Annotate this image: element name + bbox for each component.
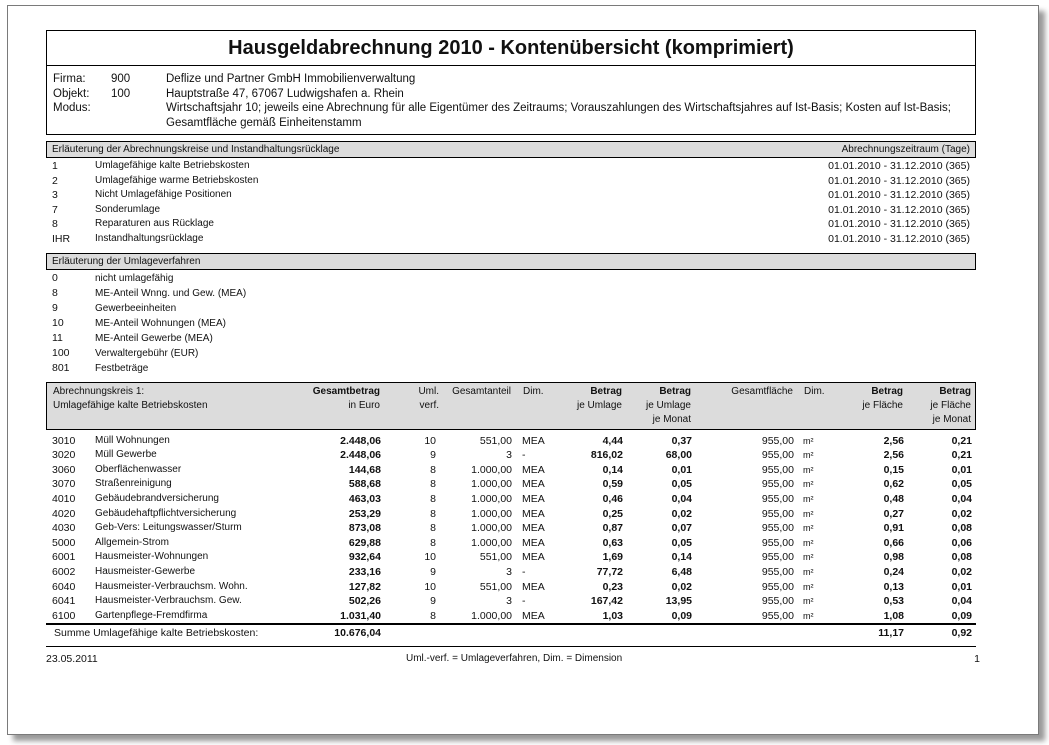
betrag-je-flaeche-cell: 1,08 [883,609,904,622]
name-cell: Hausmeister-Verbrauchsm. Gew. [95,595,242,607]
gesamt-cell: 253,29 [348,507,381,520]
konto-cell: 4010 [52,492,76,505]
kreis-period: 01.01.2010 - 31.12.2010 (365) [828,160,970,172]
anteil-cell: 1.000,00 [471,522,512,535]
betrag-je-umlage-cell: 0,59 [602,478,623,491]
umlage-section-header [46,253,976,270]
uml-cell: 8 [430,536,436,549]
anteil-cell: 551,00 [479,551,512,564]
konto-cell: 6002 [52,565,76,578]
uml-cell: 10 [424,434,436,447]
umlage-row [52,346,970,361]
betrag-je-flaeche-monat-cell: 0,04 [951,492,972,505]
konto-cell: 4030 [52,522,76,535]
umlage-code: 8 [52,286,58,299]
table-row [46,594,976,609]
betrag-je-monat-cell: 0,02 [671,580,692,593]
kreis-period: 01.01.2010 - 31.12.2010 (365) [828,232,970,245]
kreis-label: Reparaturen aus Rücklage [95,218,214,230]
dim-cell: MEA [522,478,545,491]
flaeche-cell: 955,00 [761,609,794,622]
kreis-code: IHR [52,232,71,245]
umlage-label: Gewerbeeinheiten [95,302,177,314]
betrag-je-flaeche-monat-cell: 0,21 [951,434,972,447]
name-cell: Straßenreinigung [95,478,172,490]
betrag-je-flaeche-monat-cell: 0,01 [951,580,972,593]
betrag-je-umlage-cell: 0,63 [602,536,623,549]
umlage-row [52,316,970,331]
name-cell: Allgemein-Strom [95,536,169,548]
flaeche-cell: 955,00 [761,507,794,520]
info-num [111,101,166,130]
betrag-je-flaeche-cell: 0,91 [883,522,904,535]
konto-cell: 3060 [52,463,76,476]
umlage-code: 0 [52,271,58,284]
konto-cell: 4020 [52,507,76,520]
kreis-label: Sonderumlage [95,203,161,215]
umlage-code: 801 [52,361,70,374]
betrag-je-monat-cell: 0,07 [671,522,692,535]
th-uml-verf: verf. [419,399,439,411]
betrag-je-flaeche-cell: 0,15 [883,463,904,476]
dim2-cell: m² [803,581,814,592]
kreis-label: Umlagefähige kalte Betriebskosten [95,160,250,171]
gesamt-cell: 873,08 [348,522,381,535]
dim2-cell: m² [803,464,814,475]
konto-cell: 3020 [52,449,76,462]
betrag-je-flaeche-monat-cell: 0,04 [951,595,972,608]
report-page [46,30,976,641]
th-betrag2-sub: je Umlage [645,399,691,411]
info-firma [53,72,969,87]
betrag-je-flaeche-cell: 0,48 [883,492,904,505]
uml-cell: 8 [430,463,436,476]
dim-cell: MEA [522,580,545,593]
uml-cell: 8 [430,609,436,622]
uml-cell: 8 [430,507,436,520]
umlage-row [52,301,970,316]
th-kreis-line1: Abrechnungskreis 1: [53,385,145,397]
kreis-period: 01.01.2010 - 31.12.2010 (365) [828,203,970,216]
betrag-je-monat-cell: 0,05 [671,478,692,491]
flaeche-cell: 955,00 [761,434,794,447]
flaeche-cell: 955,00 [761,463,794,476]
betrag-je-monat-cell: 0,02 [671,507,692,520]
betrag-je-umlage-cell: 0,25 [602,507,623,520]
betrag-je-umlage-cell: 0,14 [602,463,623,476]
uml-cell: 9 [430,595,436,608]
betrag-je-monat-cell: 6,48 [671,565,692,578]
umlage-list [46,270,976,376]
gesamt-cell: 233,16 [348,565,381,578]
flaeche-cell: 955,00 [761,522,794,535]
konto-cell: 3010 [52,434,76,447]
kreis-code: 1 [52,160,58,172]
dim2-cell: m² [803,523,814,534]
betrag-je-flaeche-monat-cell: 0,08 [951,522,972,535]
betrag-je-monat-cell: 0,14 [671,551,692,564]
th-betrag1: Betrag [590,385,622,397]
uml-cell: 8 [430,492,436,505]
dim2-cell: m² [803,552,814,563]
th-betrag3-sub: je Fläche [862,399,903,411]
umlage-label: ME-Anteil Gewerbe (MEA) [95,332,213,344]
umlage-code: 10 [52,316,64,329]
betrag-je-umlage-cell: 816,02 [590,449,623,462]
betrag-je-flaeche-monat-cell: 0,05 [951,478,972,491]
th-dim2: Dim. [804,385,825,397]
dim2-cell: m² [803,610,814,621]
umlage-code: 9 [52,301,58,314]
table-row [46,507,976,522]
anteil-cell: 551,00 [479,580,512,593]
page-footer [46,646,980,667]
dim-cell: - [522,595,526,608]
table-row [46,521,976,536]
betrag-je-flaeche-cell: 0,66 [883,536,904,549]
betrag-je-flaeche-monat-cell: 0,08 [951,551,972,564]
betrag-je-flaeche-cell: 2,56 [883,449,904,462]
dim-cell: MEA [522,522,545,535]
umlage-label: Festbeträge [95,362,149,374]
th-gesamt-unit: in Euro [348,399,380,411]
dim2-cell: m² [803,566,814,577]
flaeche-cell: 955,00 [761,595,794,608]
uml-cell: 10 [424,551,436,564]
betrag-je-umlage-cell: 0,87 [602,522,623,535]
th-flaeche: Gesamtfläche [731,385,793,397]
anteil-cell: 3 [506,449,512,462]
table-row [46,536,976,551]
gesamt-cell: 144,68 [348,463,381,476]
info-objekt [53,87,969,102]
betrag-je-monat-cell: 68,00 [665,449,692,462]
betrag-je-umlage-cell: 1,69 [602,551,623,564]
th-dim: Dim. [523,385,544,397]
kreis-code: 8 [52,218,58,231]
summary-row [46,623,976,641]
th-betrag4-month: je Monat [932,413,971,425]
table-row [46,477,976,492]
kreis-label: Nicht Umlagefähige Positionen [95,189,232,201]
info-value: Hauptstraße 47, 67067 Ludwigshafen a. Rhein [166,87,404,100]
betrag-je-flaeche-monat-cell: 0,02 [951,507,972,520]
footer-page-number: 1 [974,653,980,665]
table-row [46,580,976,595]
betrag-je-flaeche-cell: 0,13 [883,580,904,593]
table-row [46,434,976,449]
anteil-cell: 1.000,00 [471,507,512,520]
kreis-code: 3 [52,189,58,202]
flaeche-cell: 955,00 [761,478,794,491]
th-uml: Uml. [418,385,439,397]
footer-legend: Uml.-verf. = Umlageverfahren, Dim. = Dimension [406,653,623,664]
summary-je-flaeche: 11,17 [878,627,904,640]
umlage-label: ME-Anteil Wohnungen (MEA) [95,317,226,329]
header-info [46,66,976,135]
anteil-cell: 1.000,00 [471,492,512,505]
dim-cell: MEA [522,609,545,622]
kreis-code: 2 [52,174,58,187]
betrag-je-flaeche-monat-cell: 0,09 [951,609,972,622]
umlage-row [52,271,970,286]
dim-cell: MEA [522,434,545,447]
kreis-row [52,217,970,232]
th-kreis-line2: Umlagefähige kalte Betriebskosten [53,399,208,411]
info-key: Firma: [53,73,86,85]
th-betrag4: Betrag [939,385,971,397]
betrag-je-flaeche-monat-cell: 0,06 [951,536,972,549]
betrag-je-monat-cell: 0,05 [671,536,692,549]
name-cell: Hausmeister-Gewerbe [95,565,196,577]
summary-gesamt: 10.676,04 [334,627,381,640]
name-cell: Gebäudebrandversicherung [95,492,219,504]
th-betrag4-sub: je Fläche [930,399,971,411]
info-key: Modus: [53,102,91,114]
table-row [46,463,976,478]
th-betrag2: Betrag [659,385,691,397]
th-betrag2-month: je Monat [652,413,691,425]
gesamt-cell: 629,88 [348,536,381,549]
betrag-je-umlage-cell: 0,23 [602,580,623,593]
umlage-code: 100 [52,346,70,359]
table-row [46,492,976,507]
kreis-period: 01.01.2010 - 31.12.2010 (365) [828,218,970,231]
info-num: 900 [111,73,131,85]
dim2-cell: m² [803,537,814,548]
anteil-cell: 551,00 [479,434,512,447]
info-num: 100 [111,87,131,100]
betrag-je-flaeche-monat-cell: 0,01 [951,463,972,476]
kreis-code: 7 [52,203,58,216]
gesamt-cell: 588,68 [348,478,381,491]
dim-cell: - [522,449,526,462]
name-cell: Oberflächenwasser [95,463,182,475]
table-header [46,382,976,430]
info-value: Deflize und Partner GmbH Immobilienverwaltung [166,73,416,85]
kreise-header-left: Erläuterung der Abrechnungskreise und Instandhaltungsrücklage [52,144,340,155]
kreis-row [52,174,970,189]
table-row [46,448,976,463]
anteil-cell: 1.000,00 [471,536,512,549]
dim2-cell: m² [803,479,814,490]
summary-label: Summe Umlagefähige kalte Betriebskosten: [54,627,259,640]
betrag-je-flaeche-cell: 0,27 [883,507,904,520]
gesamt-cell: 127,82 [348,580,381,593]
betrag-je-flaeche-cell: 0,24 [883,565,904,578]
name-cell: Hausmeister-Wohnungen [95,551,209,563]
dim-cell: - [522,565,526,578]
betrag-je-flaeche-cell: 0,53 [883,595,904,608]
konto-cell: 5000 [52,536,76,549]
th-betrag3: Betrag [871,385,903,397]
betrag-je-monat-cell: 0,01 [671,463,692,476]
name-cell: Müll Gewerbe [95,449,157,461]
betrag-je-monat-cell: 0,09 [671,609,692,622]
name-cell: Müll Wohnungen [95,434,170,446]
kreis-label: Instandhaltungsrücklage [95,232,204,244]
dim-cell: MEA [522,536,545,549]
kreis-row [52,188,970,203]
table-row [46,609,976,624]
kreise-section-header [46,141,976,158]
info-modus [53,101,969,130]
betrag-je-monat-cell: 13,95 [665,595,692,608]
anteil-cell: 3 [506,595,512,608]
konto-cell: 6041 [52,595,76,608]
uml-cell: 8 [430,522,436,535]
uml-cell: 10 [424,580,436,593]
konto-cell: 6001 [52,551,76,564]
umlage-row [52,286,970,301]
th-anteil: Gesamtanteil [452,385,511,397]
dim-cell: MEA [522,492,545,505]
umlage-code: 11 [52,331,63,344]
info-key: Objekt: [53,87,90,100]
konto-cell: 6040 [52,580,76,593]
name-cell: Hausmeister-Verbrauchsm. Wohn. [95,580,248,592]
th-gesamt: Gesamtbetrag [312,385,380,397]
kreis-period: 01.01.2010 - 31.12.2010 (365) [828,174,970,187]
dim-cell: MEA [522,463,545,476]
name-cell: Gebäudehaftpflichtversicherung [95,507,237,519]
name-cell: Geb-Vers: Leitungswasser/Sturm [95,522,242,534]
konto-cell: 6100 [52,609,76,622]
flaeche-cell: 955,00 [761,492,794,505]
flaeche-cell: 955,00 [761,536,794,549]
uml-cell: 9 [430,449,436,462]
umlage-label: nicht umlagefähig [95,272,174,284]
betrag-je-umlage-cell: 4,44 [602,434,623,447]
gesamt-cell: 463,03 [348,492,381,505]
anteil-cell: 1.000,00 [471,609,512,622]
betrag-je-umlage-cell: 77,72 [596,565,623,578]
table-row [46,550,976,565]
umlage-label: Verwaltergebühr (EUR) [95,347,199,359]
gesamt-cell: 1.031,40 [340,609,381,622]
umlage-row [52,331,970,346]
betrag-je-flaeche-cell: 0,62 [883,478,904,491]
konto-cell: 3070 [52,478,76,491]
dim2-cell: m² [803,596,814,607]
umlage-header-label: Erläuterung der Umlageverfahren [52,255,201,267]
gesamt-cell: 932,64 [348,551,381,564]
betrag-je-umlage-cell: 167,42 [590,595,623,608]
betrag-je-flaeche-cell: 2,56 [883,434,904,447]
kreis-label: Umlagefähige warme Betriebskosten [95,174,259,186]
dim2-cell: m² [803,508,814,519]
report-title: Hausgeldabrechnung 2010 - Kontenübersicht (komprimiert) [46,30,976,66]
flaeche-cell: 955,00 [761,551,794,564]
name-cell: Gartenpflege-Fremdfirma [95,609,208,621]
table-row [46,565,976,580]
betrag-je-umlage-cell: 1,03 [602,609,623,622]
summary-je-flaeche-monat: 0,92 [951,627,972,640]
anteil-cell: 1.000,00 [471,463,512,476]
dim2-cell: m² [803,493,814,504]
kreis-row [52,159,970,174]
betrag-je-flaeche-monat-cell: 0,02 [951,565,972,578]
dim2-cell: m² [803,435,814,446]
betrag-je-monat-cell: 0,37 [671,434,692,447]
footer-date: 23.05.2011 [46,653,98,665]
dim2-cell: m² [803,450,814,461]
info-value: Wirtschaftsjahr 10; jeweils eine Abrechnung für alle Eigentümer des Zeitraums; Vorauszahlungen des Wirtschaftsjahres auf Ist-Basis; Kosten auf Ist-Basis; Gesamtfläche gemäß Einheitenstamm [166,102,951,129]
gesamt-cell: 2.448,06 [340,434,381,447]
dim-cell: MEA [522,507,545,520]
flaeche-cell: 955,00 [761,580,794,593]
flaeche-cell: 955,00 [761,565,794,578]
gesamt-cell: 2.448,06 [340,449,381,462]
kreise-header-right: Abrechnungszeitraum (Tage) [841,144,970,155]
umlage-row [52,361,970,376]
gesamt-cell: 502,26 [348,595,381,608]
betrag-je-flaeche-cell: 0,98 [883,551,904,564]
betrag-je-umlage-cell: 0,46 [602,492,623,505]
betrag-je-flaeche-monat-cell: 0,21 [951,449,972,462]
dim-cell: MEA [522,551,545,564]
kreis-row [52,232,970,247]
umlage-label: ME-Anteil Wnng. und Gew. (MEA) [95,287,247,299]
kreis-row [52,203,970,218]
th-betrag1-sub: je Umlage [576,399,622,411]
kreise-list [46,158,976,247]
flaeche-cell: 955,00 [761,449,794,462]
anteil-cell: 3 [506,565,512,578]
kreis-period: 01.01.2010 - 31.12.2010 (365) [828,189,970,202]
uml-cell: 8 [430,478,436,491]
betrag-je-monat-cell: 0,04 [671,492,692,505]
uml-cell: 9 [430,565,436,578]
anteil-cell: 1.000,00 [471,478,512,491]
table-body [46,430,976,624]
